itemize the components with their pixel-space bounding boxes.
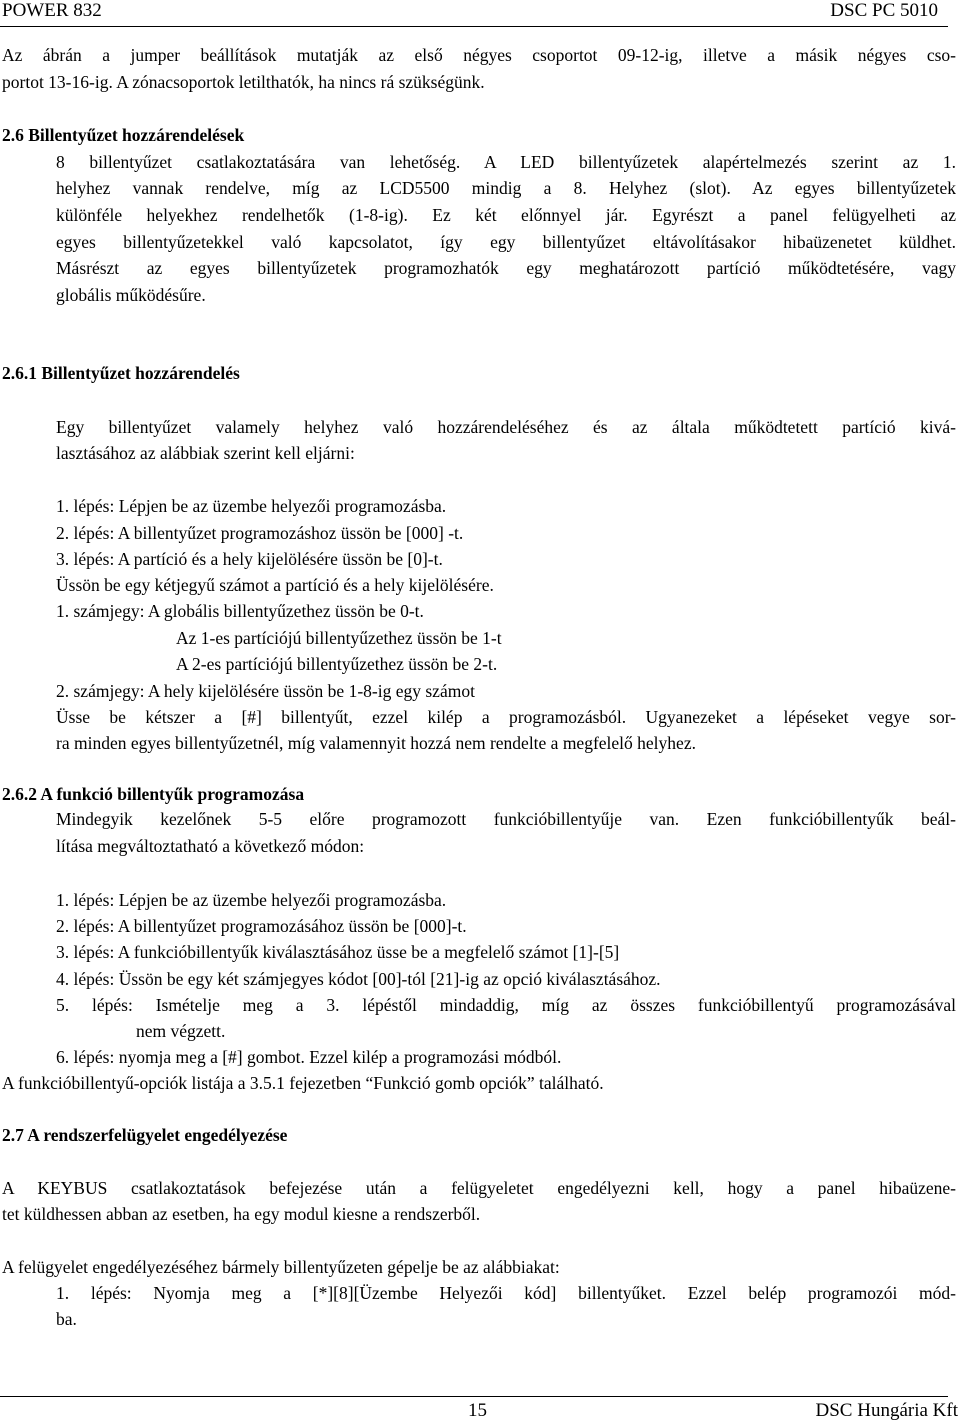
footer-right: DSC Hungária Kft <box>815 1400 958 1421</box>
s27-para-line-3: A felügyelet engedélyezéséhez bármely billentyűzeten gépelje be az alábbiakat: <box>2 1257 560 1277</box>
s27-step-1-cont: ba. <box>56 1309 77 1329</box>
s26-line-1: 8 billentyűzet csatlakoztatására van lehetőség. A LED billentyűzetek alapértelmezés szerint az 1. <box>56 152 956 172</box>
s261-step-10: ra minden egyes billentyűzetnél, míg valamennyit hozzá nem rendelte a megfelelő helyhez. <box>56 733 696 753</box>
s261-step-2: 2. lépés: A billentyűzet programozáshoz üssön be [000] -t. <box>56 523 464 543</box>
s261-step-3: 3. lépés: A partíció és a hely kijelölésére üssön be [0]-t. <box>56 549 443 569</box>
footer-rule <box>0 1396 948 1397</box>
s262-step-4: 4. lépés: Üssön be egy két számjegyes kódot [00]-tól [21]-ig az opció kiválasztásához. <box>56 969 661 989</box>
s262-step-5-cont: nem végzett. <box>136 1021 226 1041</box>
s261-step-7: A 2-es partíciójú billentyűzethez üssön be 2-t. <box>176 654 498 674</box>
s261-para-line-1: Egy billentyűzet valamely helyhez való hozzárendeléséhez és az általa működtetett partíció kivá- <box>56 417 956 437</box>
s26-line-2: helyhez vannak rendelve, míg az LCD5500 mindig a 8. Helyhez (slot). Az egyes billentyűzetek <box>56 178 956 198</box>
section-2-7-heading: 2.7 A rendszerfelügyelet engedélyezése <box>2 1125 288 1145</box>
s26-line-3: különféle helyekhez rendelhetők (1-8-ig). Ez két előnnyel jár. Egyrészt a panel felügyelheti az <box>56 205 956 225</box>
s261-step-5: 1. számjegy: A globális billentyűzethez üssön be 0-t. <box>56 601 424 621</box>
s27-step-1: 1. lépés: Nyomja meg a [*][8][Üzembe Helyezői kód] billentyűket. Ezzel belép programozói mód- <box>56 1283 956 1303</box>
s261-step-6: Az 1-es partíciójú billentyűzethez üssön be 1-t <box>176 628 502 648</box>
s262-para-line-2: lítása megváltoztatható a következő módon: <box>56 836 365 856</box>
s27-para-line-1: A KEYBUS csatlakoztatások befejezése után a felügyeletet engedélyezni kell, hogy a panel hibaüzene- <box>2 1178 956 1198</box>
s261-step-8: 2. számjegy: A hely kijelölésére üssön be 1-8-ig egy számot <box>56 681 475 701</box>
intro-line-1: Az ábrán a jumper beállítások mutatják az első négyes csoportot 09-12-ig, illetve a másik négyes cso- <box>2 45 956 65</box>
s262-para-line-1: Mindegyik kezelőnek 5-5 előre programozott funkcióbillentyűje van. Ezen funkcióbillentyűk beál- <box>56 809 956 829</box>
s27-para-line-2: tet küldhessen abban az esetben, ha egy modul kiesne a rendszerből. <box>2 1204 481 1224</box>
s262-note: A funkcióbillentyű-opciók listája a 3.5.1 fejezetben “Funkció gomb opciók” található. <box>2 1073 604 1093</box>
header-right: DSC PC 5010 <box>830 0 938 21</box>
s262-step-3: 3. lépés: A funkcióbillentyűk kiválasztásához üsse be a megfelelő számot [1]-[5] <box>56 942 620 962</box>
s262-step-1: 1. lépés: Lépjen be az üzembe helyezői programozásba. <box>56 890 447 910</box>
section-2-6-1-heading: 2.6.1 Billentyűzet hozzárendelés <box>2 363 240 383</box>
s261-para-line-2: lasztásához az alábbiak szerint kell eljárni: <box>56 443 355 463</box>
s26-line-4: egyes billentyűzetekkel való kapcsolatot, így egy billentyűzet eltávolításakor hibaüzenetet küldhet. <box>56 232 956 252</box>
s261-step-4: Üssön be egy kétjegyű számot a partíció és a hely kijelölésére. <box>56 575 494 595</box>
s26-line-5: Másrészt az egyes billentyűzetek programozhatók egy meghatározott partíció működtetésére, vagy <box>56 258 956 278</box>
s262-step-6: 6. lépés: nyomja meg a [#] gombot. Ezzel kilép a programozási módból. <box>56 1047 562 1067</box>
section-2-6-heading: 2.6 Billentyűzet hozzárendelések <box>2 125 245 145</box>
header-left: POWER 832 <box>2 0 102 21</box>
s261-step-1: 1. lépés: Lépjen be az üzembe helyezői programozásba. <box>56 496 447 516</box>
page-number: 15 <box>468 1400 487 1421</box>
intro-line-2: portot 13-16-ig. A zónacsoportok letilthatók, ha nincs rá szükségünk. <box>2 72 485 92</box>
header-rule <box>0 26 948 27</box>
s262-step-5: 5. lépés: Ismételje meg a 3. lépéstől mindaddig, míg az összes funkcióbillentyű programozásával <box>56 995 956 1015</box>
section-2-6-2-heading: 2.6.2 A funkció billentyűk programozása <box>2 784 305 804</box>
s261-step-9: Üsse be kétszer a [#] billentyűt, ezzel kilép a programozásból. Ugyanezeket a lépéseket vegye sor- <box>56 707 956 727</box>
s262-step-2: 2. lépés: A billentyűzet programozásához üssön be [000]-t. <box>56 916 467 936</box>
s26-line-6: globális működésűre. <box>56 285 206 305</box>
